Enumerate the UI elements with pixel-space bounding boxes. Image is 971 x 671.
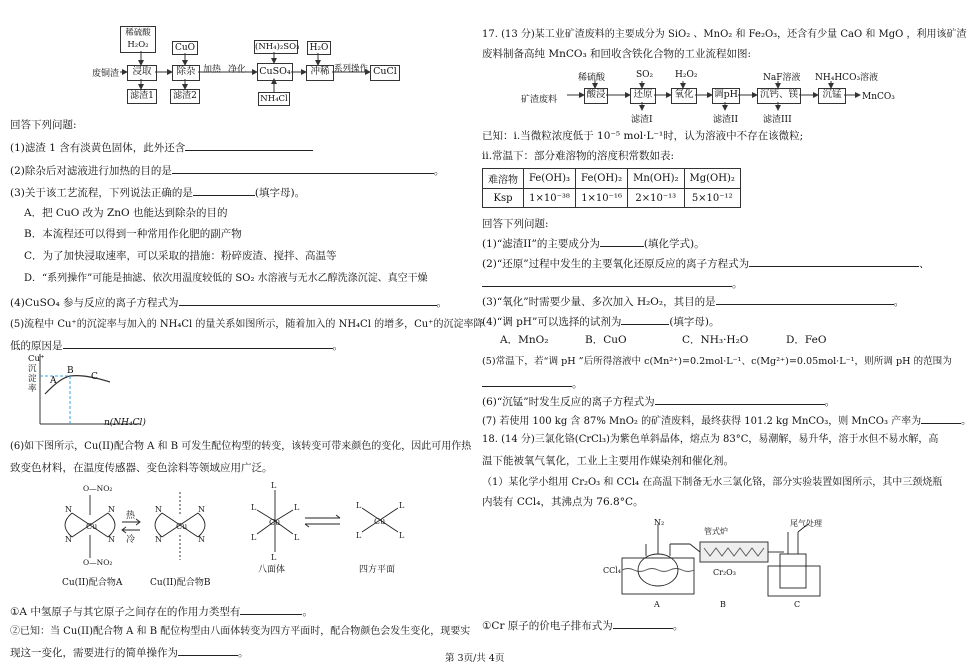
complex-a-label: Cu(II)配合物A bbox=[62, 578, 123, 588]
cool-arrow-label: 冷 bbox=[126, 535, 136, 545]
q4-option-d[interactable]: D．FeO bbox=[786, 334, 827, 346]
ksp-header-cell: Mg(OH)₂ bbox=[684, 169, 740, 189]
svg-text:N: N bbox=[108, 505, 115, 514]
flow2-r5: NH₄HCO₃溶液 bbox=[815, 73, 879, 83]
complex-a-top-ligand: O—NO₂ bbox=[83, 484, 113, 493]
q6-left-line2: 致变色材料，在温度传感器、变色涂料等领域应用广泛。 bbox=[10, 462, 273, 474]
apparatus-b-label: B bbox=[720, 600, 726, 609]
answer-intro-right: 回答下列问题: bbox=[482, 218, 549, 230]
svg-text:Cu: Cu bbox=[176, 522, 188, 531]
tail-gas-label: 尾气处理 bbox=[790, 519, 822, 528]
q3-left: (3)关于该工艺流程，下列说法正确的是 (填字母)。 bbox=[10, 187, 306, 199]
q1-right: (1)“滤渣II”的主要成分为 (填化学式)。 bbox=[482, 238, 705, 250]
graph-point-b: B bbox=[67, 366, 74, 376]
q4-right: (4)“调 pH”可以选择的试剂为 (填字母)。 bbox=[482, 316, 720, 328]
flow2-res3: 滤渣III bbox=[763, 115, 792, 125]
svg-text:L: L bbox=[356, 531, 362, 540]
q2-left: (2)除杂后对滤液进行加热的目的是 。 bbox=[10, 165, 445, 177]
flow2-r2: SO₂ bbox=[636, 70, 654, 80]
cuso4-box: CuSO₄ bbox=[257, 63, 293, 81]
svg-text:L: L bbox=[251, 533, 257, 542]
svg-text:N: N bbox=[155, 505, 162, 514]
q3-option-d[interactable]: D．“系列操作”可能是抽滤、依次用温度较低的 SO₂ 水溶液与无水乙醇洗涤沉淀、真空干燥 bbox=[24, 273, 428, 284]
answer-blank[interactable] bbox=[63, 338, 333, 349]
reagent-water: H₂O bbox=[307, 41, 331, 55]
answer-blank[interactable] bbox=[600, 236, 644, 247]
graph-point-c: C bbox=[91, 372, 98, 382]
svg-text:L: L bbox=[251, 503, 257, 512]
series-label: 系列操作 bbox=[334, 64, 369, 74]
q18-line2: 温下能被氧气氧化，工业上主要用作媒染剂和催化剂。 bbox=[482, 455, 734, 467]
reagent-cuo: CuO bbox=[172, 41, 198, 55]
answer-blank[interactable] bbox=[921, 413, 961, 424]
ccl4-label: CCl₄ bbox=[603, 566, 622, 575]
svg-text:N: N bbox=[198, 535, 205, 544]
svg-text:Cu: Cu bbox=[374, 517, 386, 526]
flow2-acid-leach: 酸浸 bbox=[584, 88, 608, 104]
complex-b-label: Cu(II)配合物B bbox=[150, 578, 211, 588]
flow2-r1: 稀硫酸 bbox=[578, 73, 606, 83]
answer-blank[interactable] bbox=[749, 256, 919, 267]
answer-blank[interactable] bbox=[179, 295, 437, 306]
q4-option-b[interactable]: B．CuO bbox=[585, 334, 627, 346]
q6-2-line2: 现这一变化，需要进行的简单操作为 。 bbox=[10, 647, 249, 659]
flow2-arrows bbox=[0, 0, 950, 130]
answer-blank[interactable] bbox=[482, 276, 732, 287]
heat-label: 加热 bbox=[203, 65, 222, 75]
answer-blank[interactable] bbox=[240, 604, 302, 615]
q4-option-c[interactable]: C．NH₃·H₂O bbox=[682, 334, 749, 346]
q18-q1: ①Cr 原子的价电子排布式为 。 bbox=[482, 620, 684, 632]
flow2-oxidize: 氧化 bbox=[671, 88, 697, 104]
flow2-res2: 滤渣II bbox=[713, 115, 739, 125]
q17-line1: 17. (13 分)某工业矿渣废料的主要成分为 SiO₂ 、MnO₂ 和 Fe₂O₃，还含有少量 CaO 和 MgO ，利用该矿渣 bbox=[482, 29, 967, 40]
ksp-value-cell: 1×10⁻³⁸ bbox=[524, 189, 576, 208]
furnace-label: 管式炉 bbox=[704, 527, 728, 536]
q3-option-a[interactable]: A．把 CuO 改为 ZnO 也能达到除杂的目的 bbox=[24, 207, 228, 219]
square-planar-label: 四方平面 bbox=[359, 565, 396, 575]
answer-blank[interactable] bbox=[178, 645, 238, 656]
answer-blank[interactable] bbox=[621, 314, 669, 325]
q7-right: (7) 若使用 100 kg 含 87% MnO₂ 的矿渣废料，最终获得 101.2 kg MnCO₃，则 MnCO₃ 产率为 。 bbox=[482, 413, 971, 428]
q17-line2: 废料制备高纯 MnCO₃ 和回收含铁化合物的工业流程如图: bbox=[482, 48, 752, 60]
heat-arrow-label: 热 bbox=[126, 511, 136, 521]
ksp-header-cell: Fe(OH)₃ bbox=[524, 169, 576, 189]
step-remove-impurity: 除杂 bbox=[172, 65, 200, 81]
svg-text:N: N bbox=[108, 535, 115, 544]
ksp-header-cell: Mn(OH)₂ bbox=[628, 169, 684, 189]
q5-left-line1: (5)流程中 Cu⁺的沉淀率与加入的 NH₄Cl 的量关系如图所示，随着加入的 NH₄Cl 的增多，Cu⁺的沉淀率降 bbox=[10, 319, 484, 330]
answer-blank[interactable] bbox=[482, 376, 572, 387]
flow2-start: 矿渣废料 bbox=[521, 95, 558, 105]
flow2-final: MnCO₃ bbox=[862, 92, 895, 102]
flow2-reduce: 还原 bbox=[630, 88, 656, 104]
n2-label: N₂ bbox=[654, 518, 665, 527]
q2-right: (2)“还原”过程中发生的主要氧化还原反应的离子方程式为 、 bbox=[482, 258, 930, 270]
ksp-header-cell: Fe(OH)₂ bbox=[576, 169, 628, 189]
graph-xlabel: n(NH₄Cl) bbox=[104, 418, 146, 428]
svg-text:Cu: Cu bbox=[269, 518, 281, 527]
ksp-value-cell: 2×10⁻¹³ bbox=[628, 189, 684, 208]
svg-text:L: L bbox=[271, 553, 277, 562]
flow2-r4: NaF溶液 bbox=[763, 73, 801, 83]
flow2-res1: 滤渣I bbox=[631, 115, 653, 125]
flow2-r3: H₂O₂ bbox=[675, 70, 698, 80]
q4-option-a[interactable]: A．MnO₂ bbox=[500, 334, 549, 346]
ksp-header-row bbox=[483, 169, 741, 189]
svg-text:L: L bbox=[294, 533, 300, 542]
svg-text:L: L bbox=[399, 531, 405, 540]
q3-option-c[interactable]: C．为了加快浸取速率，可以采取的措施：粉碎废渣、搅拌、高温等 bbox=[24, 250, 337, 262]
answer-blank[interactable] bbox=[655, 394, 825, 405]
answer-blank[interactable] bbox=[716, 294, 894, 305]
apparatus-a-label: A bbox=[654, 600, 660, 609]
svg-text:L: L bbox=[399, 501, 405, 510]
flow2-mn-precip: 沉锰 bbox=[818, 88, 846, 104]
page-footer: 第 3页/共 4页 bbox=[445, 653, 505, 664]
ksp-value-cell: 1×10⁻¹⁶ bbox=[576, 189, 628, 208]
q5-right-line2: 。 bbox=[482, 376, 583, 391]
answer-blank[interactable] bbox=[193, 185, 255, 196]
q18-sub2: 内装有 CCl₄，其沸点为 76.8°C。 bbox=[482, 496, 644, 508]
step-dilute: 冲稀 bbox=[306, 65, 334, 81]
complex-a-bottom-ligand: O—NO₂ bbox=[83, 558, 113, 567]
svg-text:N: N bbox=[155, 535, 162, 544]
ksp-table bbox=[482, 168, 741, 208]
svg-text:N: N bbox=[198, 505, 205, 514]
svg-text:N: N bbox=[65, 535, 72, 544]
svg-text:N: N bbox=[65, 505, 72, 514]
q1-left: (1)滤渣 1 含有淡黄色固体，此外还含 bbox=[10, 140, 313, 155]
q3-option-b[interactable]: B．本流程还可以得到一种常用作化肥的副产物 bbox=[24, 228, 242, 240]
octahedron-label: 八面体 bbox=[258, 565, 286, 575]
svg-text:L: L bbox=[356, 501, 362, 510]
residue1-box: 滤渣1 bbox=[127, 89, 157, 104]
reagent-sulfite: (NH₄)₂SO₃ bbox=[255, 42, 300, 52]
answer-blank[interactable] bbox=[172, 163, 434, 174]
graph-ylabel: Cu⁺ 沉 淀 率 bbox=[28, 354, 45, 394]
ksp-value-cell: 5×10⁻¹² bbox=[684, 189, 740, 208]
svg-text:Cu: Cu bbox=[86, 522, 98, 531]
q18-line1: 18. (14 分)三氯化铬(CrCl₃)为紫色单斜晶体，熔点为 83°C，易潮解，易升华，溶于水但不易水解，高 bbox=[482, 434, 939, 445]
flow2-ca-mg: 沉钙、镁 bbox=[757, 88, 801, 104]
purify-label: 净化 bbox=[228, 65, 247, 75]
known1: 已知：i.当微粒浓度低于 10⁻⁵ mol·L⁻¹时，认为溶液中不存在该微粒; bbox=[482, 130, 804, 142]
flow2-adjust-ph: 调pH bbox=[712, 88, 740, 104]
reagent-box-acid: 稀硫酸 H₂O₂ bbox=[120, 26, 156, 53]
ksp-header-cell: 难溶物 bbox=[483, 169, 524, 189]
q5-right-line1: (5)常温下，若“调 pH ”后所得溶液中 c(Mn²⁺)=0.2mol·L⁻¹、c(Mg²⁺)=0.05mol·L⁻¹，则所调 pH 的范围为 bbox=[482, 356, 952, 367]
graph-point-a: A bbox=[50, 376, 57, 386]
residue2-box: 滤渣2 bbox=[170, 89, 200, 104]
cucl-box: CuCl bbox=[370, 65, 400, 81]
q6-right: (6)“沉锰”时发生反应的离子方程式为 。 bbox=[482, 396, 836, 408]
answer-blank[interactable] bbox=[185, 140, 313, 151]
svg-text:L: L bbox=[271, 481, 277, 490]
step-leach: 浸取 bbox=[127, 65, 157, 81]
cr2o3-label: Cr₂O₃ bbox=[713, 568, 736, 577]
ksp-value-row bbox=[483, 189, 741, 208]
reagent-nh4cl: NH₄Cl bbox=[258, 92, 290, 106]
q4-left: (4)CuSO₄ 参与反应的离子方程式为 。 bbox=[10, 297, 448, 309]
apparatus-c-label: C bbox=[794, 600, 801, 609]
answer-blank[interactable] bbox=[613, 618, 673, 629]
svg-text:L: L bbox=[294, 503, 300, 512]
q6-2-line1: ②已知：当 Cu(II)配合物 A 和 B 配位构型由八面体转变为四方平面时，配合物颜色会发生变化，现要实 bbox=[10, 626, 471, 637]
known2: ii.常温下：部分难溶物的溶度积常数如表: bbox=[482, 150, 675, 162]
q3-right: (3)“氧化”时需要少量、多次加入 H₂O₂，其目的是 。 bbox=[482, 296, 905, 308]
flow1-start: 废铜渣 bbox=[92, 69, 120, 79]
q2-right-cont: 。 bbox=[482, 276, 743, 291]
q5-left-line2: 低的原因是 。 bbox=[10, 340, 343, 352]
q6-1-left: ①A 中氢原子与其它原子之间存在的作用力类型有 。 bbox=[10, 606, 313, 618]
q18-sub1: （1）某化学小组用 Cr₂O₃ 和 CCl₄ 在高温下制备无水三氯化铬，部分实验装置如图所示，其中三颈烧瓶 bbox=[482, 477, 943, 488]
q6-left-line1: (6)如下图所示，Cu(II)配合物 A 和 B 可发生配位构型的转变，该转变可带来颜色的变化，因此可用作热 bbox=[10, 441, 472, 452]
ksp-row-label: Ksp bbox=[483, 189, 524, 208]
answer-intro-left: 回答下列问题: bbox=[10, 119, 77, 131]
